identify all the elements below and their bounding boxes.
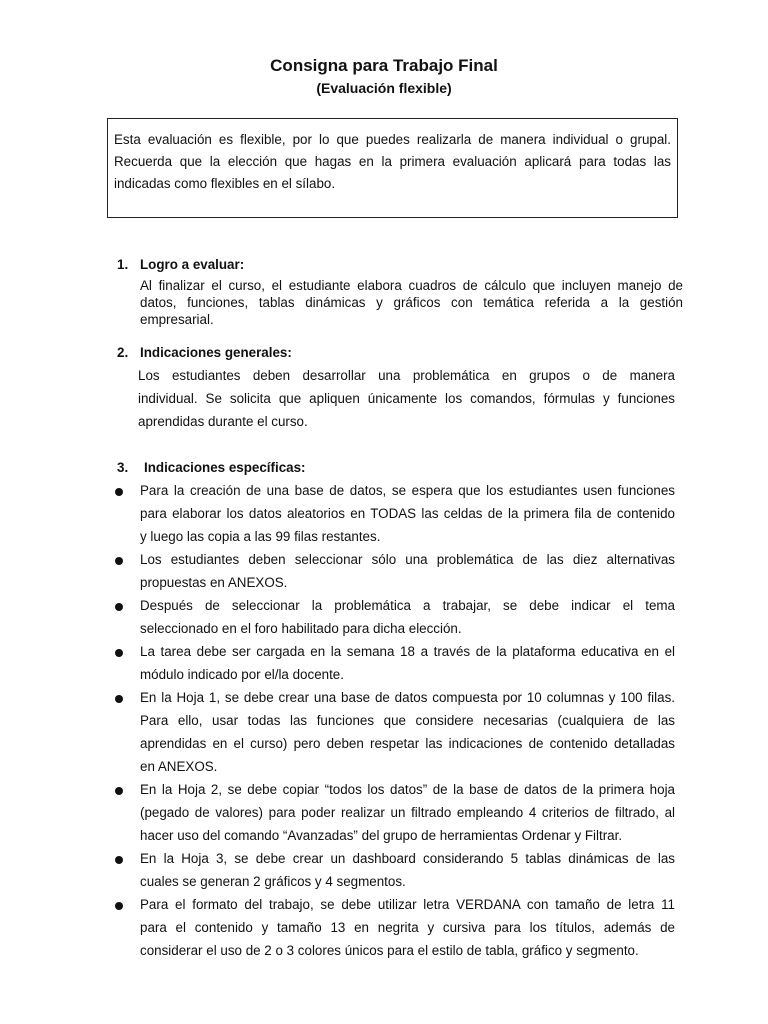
list-item-line: En la Hoja 3, se debe crear un dashboard considerando 5 tablas dinámicas de las (140, 851, 675, 866)
list-item-line: para elaborar los datos aleatorios en TODAS las celdas de la primera fila de contenido (140, 506, 675, 521)
bullet-dot-icon (115, 695, 123, 703)
bullet-dot-icon (115, 557, 123, 565)
list-item-line: En la Hoja 2, se debe copiar “todos los datos” de la base de datos de la primera hoja (140, 782, 675, 797)
flexible-evaluation-notice (107, 118, 678, 218)
notice-line: indicadas como flexibles en el sílabo. (114, 176, 336, 191)
bullet-dot-icon (115, 856, 123, 864)
paragraph-line: Los estudiantes deben desarrollar una problemática en grupos o de manera (138, 368, 675, 383)
section-title-indicaciones-especificas: Indicaciones específicas: (144, 460, 306, 475)
list-item (140, 778, 675, 847)
notice-line: Recuerda que la elección que hagas en la primera evaluación aplicará para todas las (114, 154, 671, 169)
list-item (140, 594, 675, 640)
section-number: 3. (117, 460, 129, 475)
list-item-line: y luego las copia a las 99 filas restantes. (140, 529, 381, 544)
bullet-dot-icon (115, 488, 123, 496)
list-item-line: (pegado de valores) para poder realizar un filtrado empleando 4 criterios de filtrado, al (140, 805, 675, 820)
list-item (140, 479, 675, 548)
section-title-logro: Logro a evaluar: (140, 257, 245, 272)
paragraph-line: datos, funciones, tablas dinámicas y gráficos con temática referida a la gestión (140, 295, 683, 310)
paragraph-line: individual. Se solicita que apliquen únicamente los comandos, fórmulas y funciones (138, 391, 675, 406)
section-number: 1. (117, 257, 129, 272)
list-item (140, 686, 675, 778)
paragraph-line: aprendidas durante el curso. (138, 414, 308, 429)
section-number: 2. (117, 345, 129, 360)
paragraph-line: Al finalizar el curso, el estudiante elabora cuadros de cálculo que incluyen manejo de (140, 278, 683, 293)
section-1-paragraph (140, 277, 683, 328)
bullet-dot-icon (115, 787, 123, 795)
list-item-line: Para el formato del trabajo, se debe utilizar letra VERDANA con tamaño de letra 11 (140, 897, 675, 912)
bullet-dot-icon (115, 902, 123, 910)
list-item-line: aprendidas en el curso) pero deben respetar las indicaciones de contenido detalladas (140, 736, 675, 751)
list-item-line: En la Hoja 1, se debe crear una base de datos compuesta por 10 columnas y 100 filas. (140, 690, 675, 705)
notice-line: Esta evaluación es flexible, por lo que puedes realizarla de manera individual o grupal. (114, 132, 671, 147)
list-item (140, 847, 675, 893)
section-2-paragraph (138, 364, 675, 433)
paragraph-line: empresarial. (140, 312, 214, 327)
list-item-line: Los estudiantes deben seleccionar sólo una problemática de las diez alternativas (140, 552, 675, 567)
list-item-line: hacer uso del comando “Avanzadas” del grupo de herramientas Ordenar y Filtrar. (140, 828, 623, 843)
list-item-line: cuales se generan 2 gráficos y 4 segmentos. (140, 874, 406, 889)
list-item-line: en ANEXOS. (140, 759, 218, 774)
list-item-line: seleccionado en el foro habilitado para dicha elección. (140, 621, 462, 636)
section-title-indicaciones-generales: Indicaciones generales: (140, 345, 292, 360)
list-item (140, 548, 675, 594)
list-item-line: módulo indicado por el/la docente. (140, 667, 344, 682)
list-item-line: propuestas en ANEXOS. (140, 575, 288, 590)
list-item-line: Después de seleccionar la problemática a trabajar, se debe indicar el tema (140, 598, 675, 613)
bullet-dot-icon (115, 603, 123, 611)
list-item (140, 640, 675, 686)
list-item-line: considerar el uso de 2 o 3 colores únicos para el estilo de tabla, gráfico y segmento. (140, 943, 639, 958)
list-item-line: para el contenido y tamaño 13 en negrita y cursiva para los títulos, además de (140, 920, 675, 935)
document-subtitle: (Evaluación flexible) (316, 80, 452, 96)
list-item-line: Para la creación de una base de datos, se espera que los estudiantes usen funciones (140, 483, 675, 498)
document-title: Consigna para Trabajo Final (270, 56, 498, 75)
list-item-line: La tarea debe ser cargada en la semana 18 a través de la plataforma educativa en el (140, 644, 675, 659)
list-item-line: Para ello, usar todas las funciones que considere necesarias (cualquiera de las (140, 713, 675, 728)
list-item (140, 893, 675, 962)
bullet-dot-icon (115, 649, 123, 657)
